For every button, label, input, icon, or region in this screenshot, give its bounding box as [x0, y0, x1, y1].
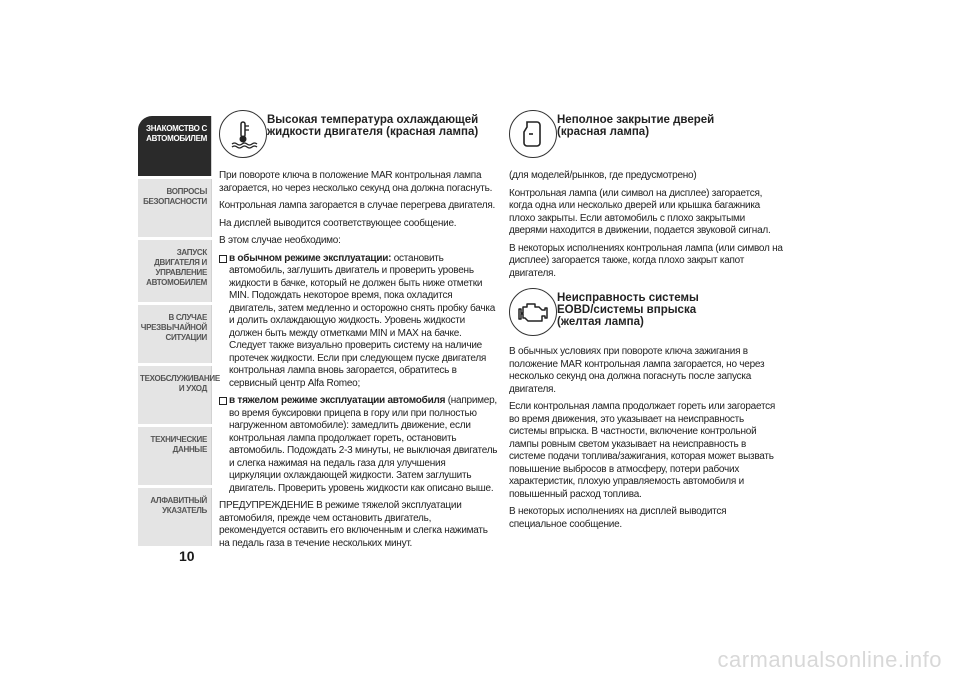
tab-maintenance[interactable] [138, 366, 220, 424]
tab-label: ЗНАКОМСТВО С АВТОМОБИЛЕМ [145, 124, 207, 143]
bullet-text: остановить автомобиль, заглушить двигатель и проверить уровень жидкости в бачке, который не должен быть ниже отметки MIN. Подождать некоторое время, пока охладится двигатель, затем медленно и осторожно снять пробку бачка и долить охлаждающую жидкость. Уровень жидкости должен быть между отметками MIN и MAX на бачке. Следует также визуально проверить систему на наличие протечек жидкости. Если при следующем пуске двигателя контрольная лампа вновь загорается, обратитесь в сервисный центр Alfa Romeo; [229, 252, 496, 389]
paragraph: Если контрольная лампа продолжает гореть или загорается во время движения, это указывает на неисправность системы впрыска. В частности, включение контрольной лампы ровным светом указывает на неисправность в системе подачи топлива/зажигания, которая может вызвать повышение выбросов в атмосферу, потери рабочих характеристик, плохую управляемость автомобиля и повышенный расход топлива. [509, 401, 776, 500]
tab-emergency[interactable] [138, 305, 212, 363]
tab-technical-data[interactable] [138, 427, 212, 485]
bullet-lead: в обычном режиме эксплуатации: [229, 252, 392, 264]
chapter-tabs [138, 116, 220, 546]
checkbox-bullet-icon [219, 397, 227, 405]
warning-paragraph: ПРЕДУПРЕЖДЕНИЕ В режиме тяжелой эксплуатации автомобиля, прежде чем остановить двигатель, рекомендуется оставить его включенным и слегка нажимать на педаль газа в течение нескольких минут. [219, 500, 488, 549]
door-open-icon [509, 110, 557, 158]
left-column [219, 110, 499, 555]
paragraph: В некоторых исполнениях контрольная лампа (или символ на дисплее) загорается также, когда плохо закрыт капот двигателя. [509, 242, 783, 279]
checkbox-bullet-icon [219, 255, 227, 263]
watermark: carmanualsonline.info [717, 647, 942, 672]
tab-starting-driving[interactable] [138, 240, 212, 302]
coolant-title: Высокая температура охлаждающей жидкости двигателя (красная лампа) [267, 114, 479, 138]
paragraph: На дисплей выводится соответствующее сообщение. [219, 217, 457, 229]
paragraph: В обычных условиях при повороте ключа зажигания в положение MAR контрольная лампа загорается, но через несколько секунд она должна погаснуть после запуска двигателя. [509, 346, 765, 395]
bullet-heavy-mode [219, 395, 499, 495]
tab-label: ВОПРОСЫ БЕЗОПАСНОСТИ [143, 187, 207, 206]
door-title: Неполное закрытие дверей (красная лампа) [557, 114, 715, 138]
paragraph: Контрольная лампа (или символ на дисплее) загорается, когда одна или несколько дверей или крышка багажника плохо закрыты. Если автомобиль с плохо закрытыми дверями находится в движении, подается звуковой сигнал. [509, 187, 771, 236]
page-number: 10 [179, 548, 195, 564]
paragraph: При повороте ключа в положение MAR контрольная лампа загорается, но через несколько секунд она должна погаснуть. [219, 170, 493, 194]
tab-intro[interactable] [138, 116, 212, 176]
bullet-text: (например, во время буксировки прицепа в гору или при полностью нагруженном автомобиле): замедлить движение, если контрольная лампа продолжает гореть, остановить автомобиль. Подождать 2-3 минуты, не выключая двигатель и слегка нажимая на педаль газа для улучшения циркуляции охлаждающей жидкости. Затем заглушить двигатель. Проверить уровень жидкости как описано выше. [229, 395, 498, 494]
tab-safety[interactable] [138, 179, 212, 237]
tab-label: ТЕХОБСЛУЖИВАНИЕ И УХОД [140, 374, 220, 393]
bullet-lead: в тяжелом режиме эксплуатации автомобиля [229, 395, 446, 406]
bullet-normal-mode [219, 253, 499, 391]
door-heading [509, 110, 783, 170]
paragraph: Контрольная лампа загорается в случае перегрева двигателя. [219, 200, 496, 211]
tab-label: АЛФАВИТНЫЙ УКАЗАТЕЛЬ [150, 496, 207, 515]
tab-label: В СЛУЧАЕ ЧРЕЗВЫЧАЙНОЙ СИТУАЦИИ [140, 313, 207, 342]
paragraph: В некоторых исполнениях на дисплей выводится специальное сообщение. [509, 506, 727, 530]
engine-heading [509, 288, 783, 346]
tab-index[interactable] [138, 488, 212, 546]
tab-label: ТЕХНИЧЕСКИЕ ДАННЫЕ [150, 435, 207, 454]
right-column [509, 110, 783, 536]
engine-title: Неисправность системы EOBD/системы впрыска (желтая лампа) [557, 292, 699, 328]
coolant-heading [219, 110, 499, 170]
coolant-temperature-icon [219, 110, 267, 158]
paragraph: В этом случае необходимо: [219, 235, 341, 246]
engine-check-icon [509, 288, 557, 336]
tab-label: ЗАПУСК ДВИГАТЕЛЯ И УПРАВЛЕНИЕ АВТОМОБИЛЕМ [146, 248, 207, 287]
paragraph: (для моделей/рынков, где предусмотрено) [509, 170, 697, 181]
